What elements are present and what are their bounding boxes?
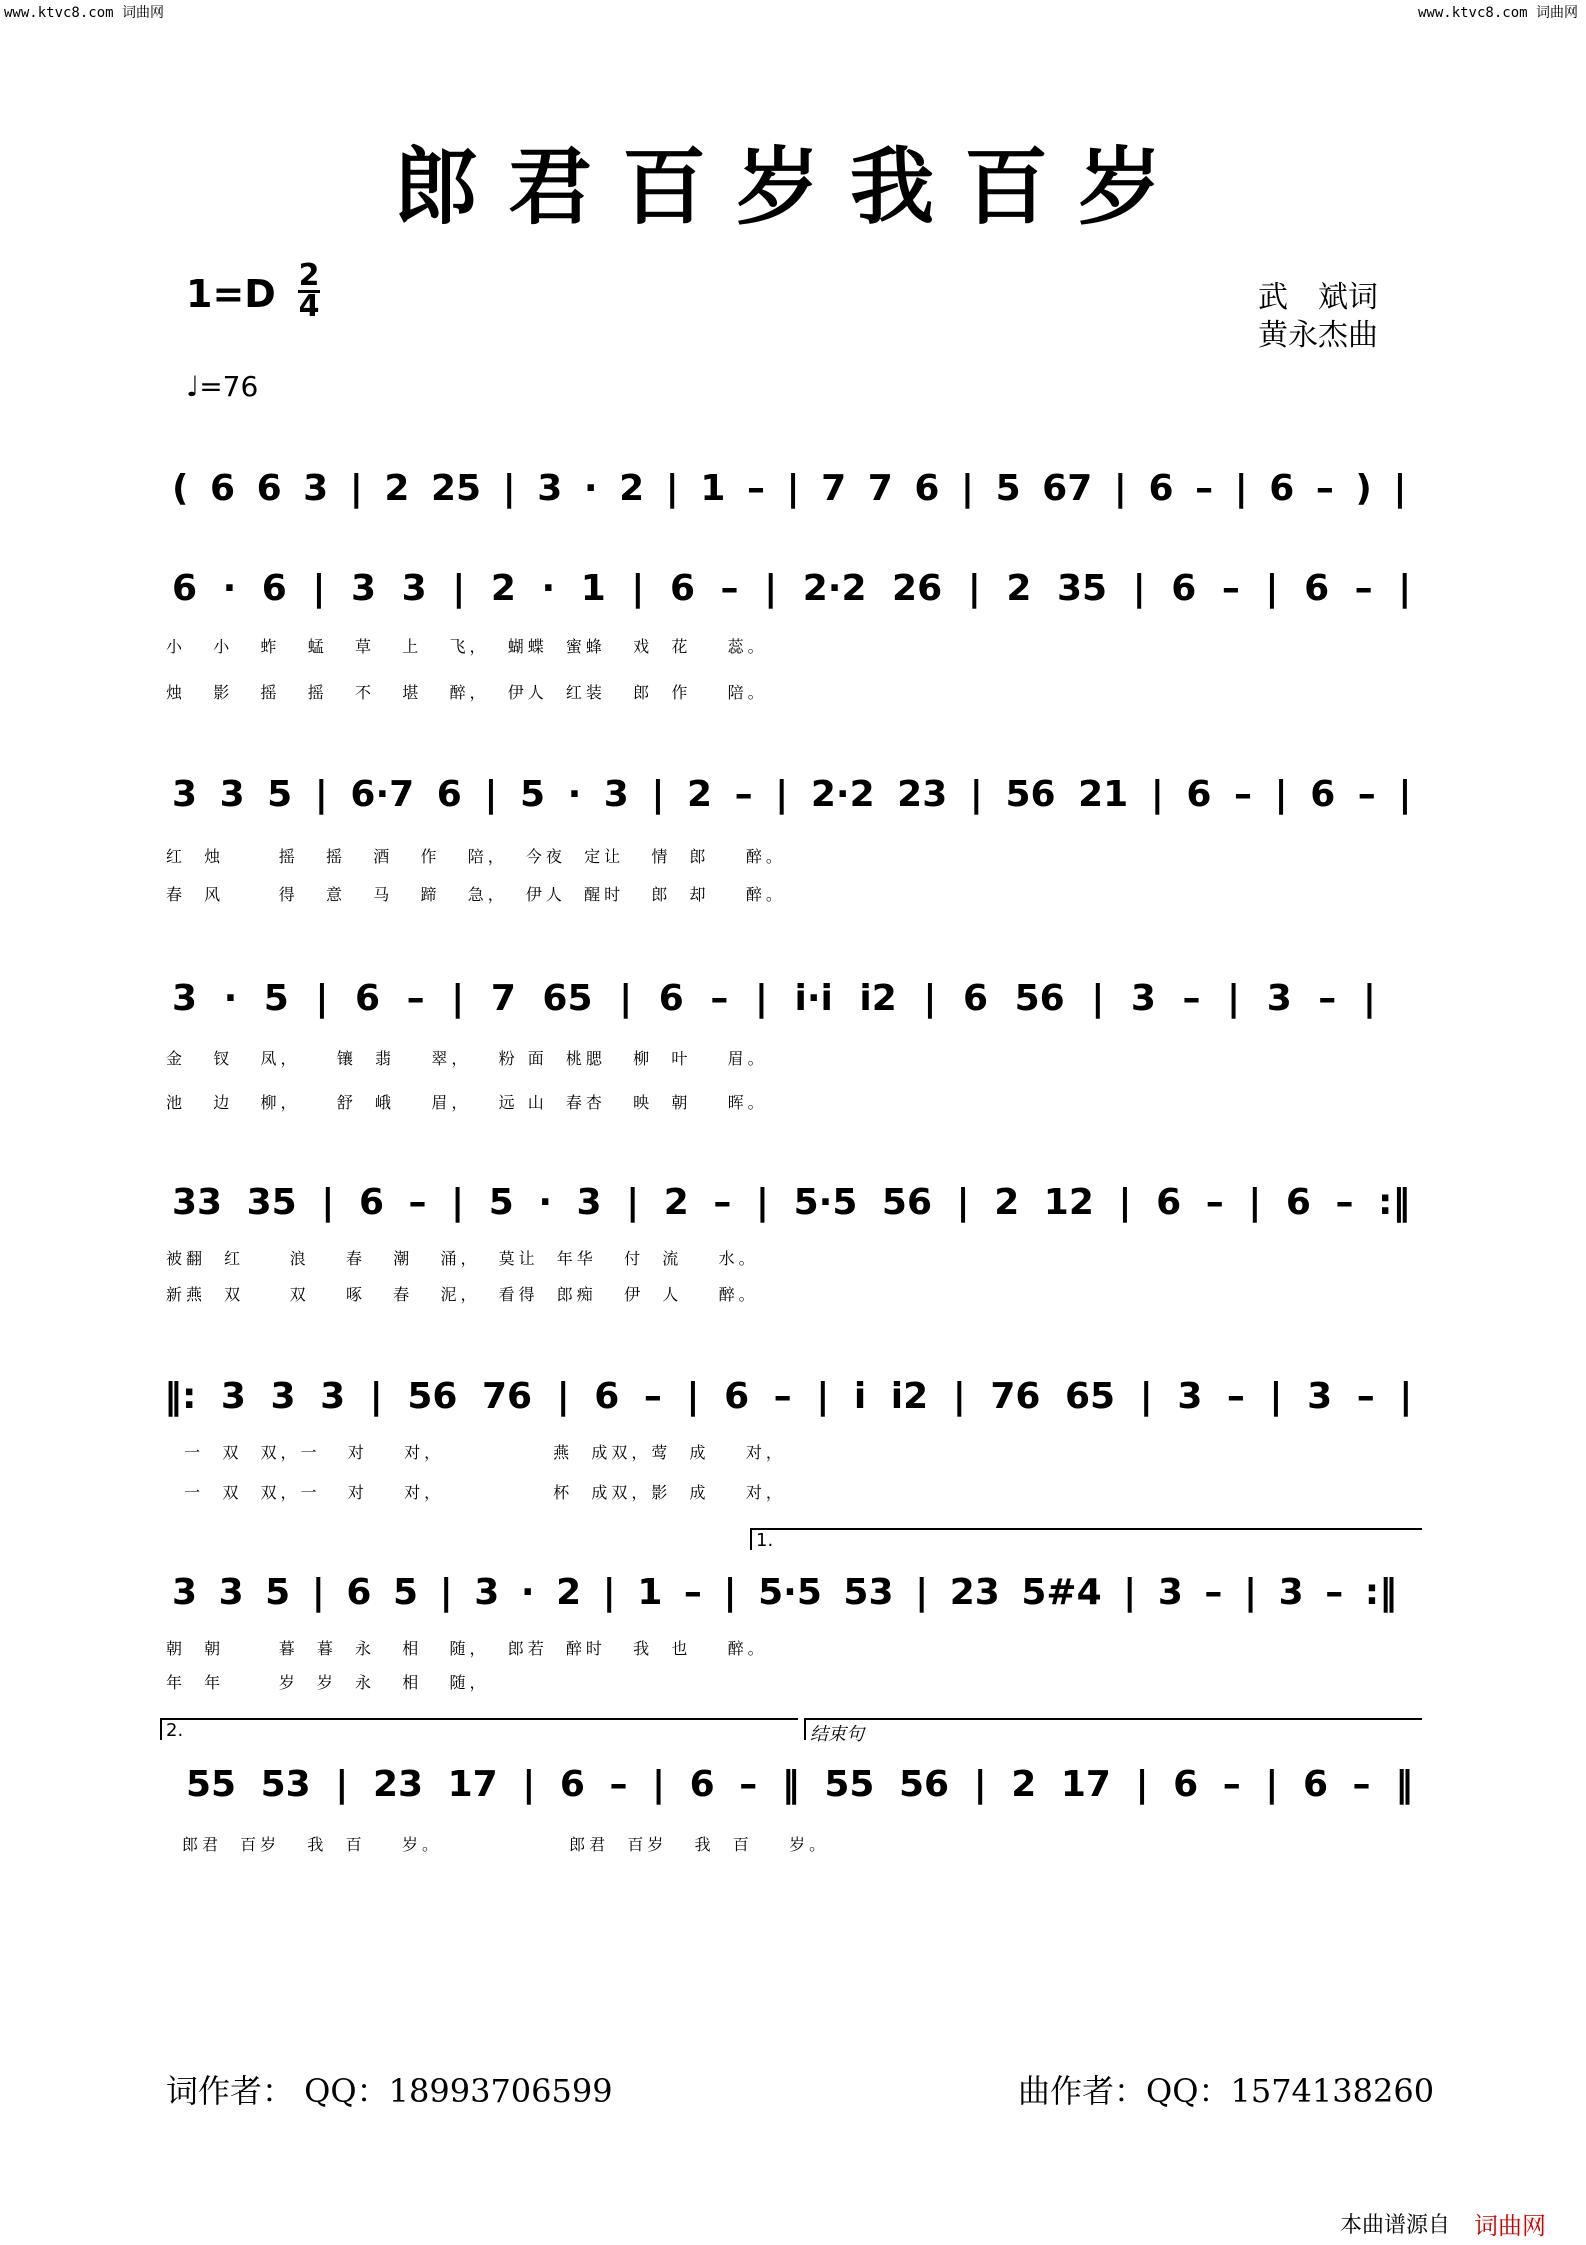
volta-bracket-1 <box>750 1528 1422 1550</box>
lyric-verse-2: 新燕 双 双 啄 春 泥， 看得 郎痴 伊 人 醉。 <box>166 1285 759 1304</box>
time-signature-bottom: 4 <box>298 289 320 324</box>
lyric-verse-1: 小 小 蚱 蜢 草 上 飞， 蝴蝶 蜜蜂 戏 花 蕊。 <box>166 637 768 656</box>
source-site: 词曲网 <box>1474 2212 1546 2240</box>
notation: 3 · 5 | 6 – | 7 65 | 6 – | i·i i2 | 6 56 | 3 – | 3 – | <box>172 978 1376 1019</box>
lyric-final: 郎君 百岁 我 百 岁。 郎君 百岁 我 百 岁。 <box>182 1835 830 1854</box>
lyric-verse-2: 烛 影 摇 摇 不 堪 醉， 伊人 红装 郎 作 陪。 <box>166 683 768 702</box>
lyric-verse-2: 池 边 柳， 舒 峨 眉， 远 山 春杏 映 朝 晖。 <box>166 1093 768 1112</box>
lyric-verse-2: 年 年 岁 岁 永 相 随， <box>166 1673 490 1692</box>
notation: 6 · 6 | 3 3 | 2 · 1 | 6 – | 2·2 26 | 2 35 | 6 – | 6 – | <box>172 568 1412 609</box>
composer-credit: 黄永杰曲 <box>1258 318 1378 353</box>
source-note: 本曲谱源自 <box>1340 2213 1451 2238</box>
lyricist-contact: 词作者： QQ：18993706599 <box>166 2072 613 2110</box>
ending-label: 结束句 <box>810 1724 864 1745</box>
score-line <box>160 1364 1430 1444</box>
volta-number: 2. <box>166 1720 184 1741</box>
lyric-verse-1: 朝 朝 暮 暮 永 相 随， 郎若 醉时 我 也 醉。 <box>166 1639 768 1658</box>
score-line <box>160 1560 1430 1640</box>
score-line <box>160 762 1430 842</box>
score-line <box>160 456 1430 536</box>
ending-bracket <box>804 1718 1422 1745</box>
score-line <box>160 556 1430 636</box>
composer-contact: 曲作者：QQ：1574138260 <box>1018 2072 1435 2110</box>
watermark-top-left: www.ktvc8.com 词曲网 <box>4 5 165 21</box>
notation: ‖: 3 3 3 | 56 76 | 6 – | 6 – | i i2 | 76 65 | 3 – | 3 – | <box>164 1376 1413 1417</box>
score-line <box>160 1170 1430 1250</box>
notation: 55 53 | 23 17 | 6 – | 6 – ‖ 55 56 | 2 17 | 6 – | 6 – ‖ <box>186 1764 1414 1805</box>
notation: 3 3 5 | 6·7 6 | 5 · 3 | 2 – | 2·2 23 | 56 21 | 6 – | 6 – | <box>172 774 1412 815</box>
notation: 33 35 | 6 – | 5 · 3 | 2 – | 5·5 56 | 2 12 | 6 – | 6 – :‖ <box>172 1182 1411 1223</box>
score-line <box>160 966 1430 1046</box>
lyric-verse-1: 被翻 红 浪 春 潮 涌， 莫让 年华 付 流 水。 <box>166 1249 759 1268</box>
notation: ( 6 6 3 | 2 25 | 3 · 2 | 1 – | 7 7 6 | 5 67 | 6 – | 6 – ) | <box>172 468 1407 509</box>
lyric-verse-2: 一 双 双，一 对 对， 杯 成双，影 成 对， <box>166 1483 786 1502</box>
key-signature: 1=D <box>186 272 276 316</box>
lyric-verse-2: 春 风 得 意 马 蹄 急， 伊人 醒时 郎 却 醉。 <box>166 885 786 904</box>
lyricist-credit: 武 斌词 <box>1258 280 1378 315</box>
time-signature <box>298 258 320 324</box>
time-signature-top: 2 <box>298 258 320 293</box>
lyric-verse-1: 红 烛 摇 摇 酒 作 陪， 今夜 定让 情 郎 醉。 <box>166 847 786 866</box>
score-line <box>160 1752 1430 1832</box>
notation: 3 3 5 | 6 5 | 3 · 2 | 1 – | 5·5 53 | 23 5#4 | 3 – | 3 – :‖ <box>172 1572 1398 1613</box>
lyric-verse-1: 一 双 双，一 对 对， 燕 成双，莺 成 对， <box>166 1443 786 1462</box>
tempo-marking: ♩=76 <box>186 370 259 403</box>
volta-bracket-2 <box>160 1718 798 1740</box>
lyric-verse-1: 金 钗 凤， 镶 翡 翠， 粉 面 桃腮 柳 叶 眉。 <box>166 1049 768 1068</box>
volta-number: 1. <box>756 1530 774 1551</box>
watermark-top-right: www.ktvc8.com 词曲网 <box>1417 5 1578 21</box>
song-title: 郎君百岁我百岁 <box>393 137 1192 236</box>
